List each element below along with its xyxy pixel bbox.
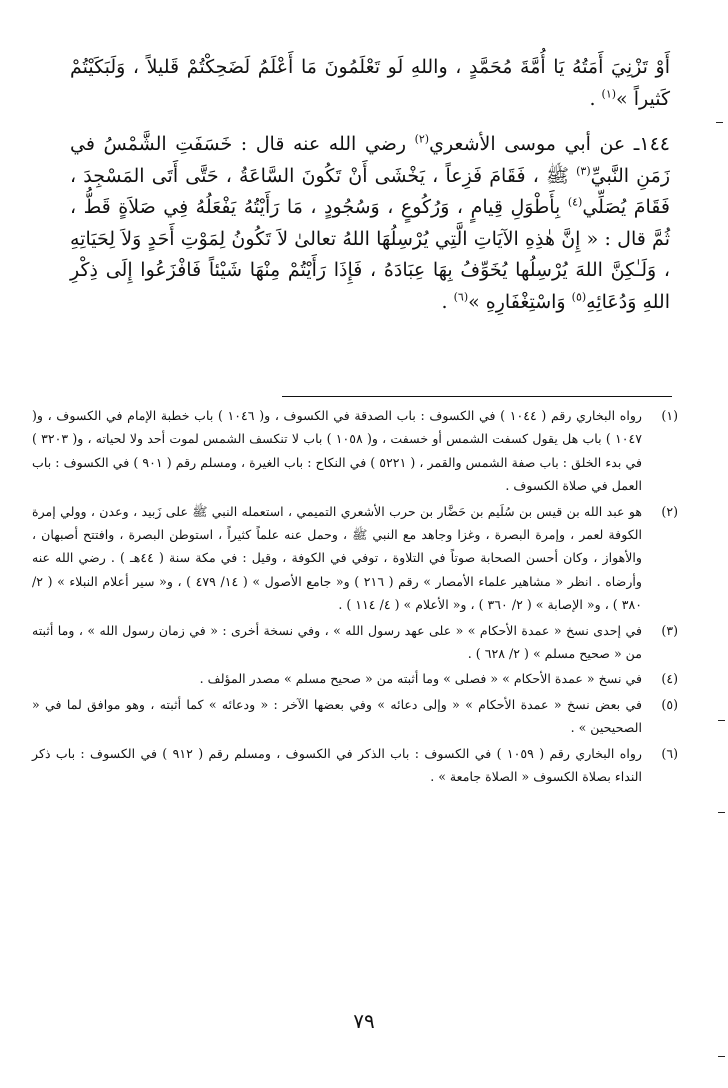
footnote-2: [32, 500, 678, 617]
footnote-ref-4[interactable]: (٤): [567, 195, 583, 209]
scan-edge-mark: [716, 122, 723, 123]
footnote-number: (٦): [661, 745, 678, 761]
footnote-ref-6[interactable]: (٦): [453, 290, 469, 304]
footnote-text: رواه البخاري رقم ( ١٠٤٤ ) في الكسوف : باب الصدقة في الكسوف ، و( ١٠٤٦ ) باب خطبة الإمام في الكسوف ، و( ١٠٤٧ ) باب هل يقول كسفت الشمس أو خسفت ، و( ١٠٥٨ ) باب لا تنكسف الشمس لموت أحد ولا لحياته ، و( ٣٢٠٣ ) في بدء الخلق : باب صفة الشمس والقمر ، ( ٥٢٢١ ) في النكاح : باب الغيرة ، ومسلم رقم ( ٩٠١ ) في الكسوف : باب العمل في صلاة الكسوف .: [32, 408, 643, 494]
footnote-ref-5[interactable]: (٥): [571, 290, 587, 304]
hadith-144: [70, 129, 670, 318]
footnote-number: (٣): [661, 622, 678, 638]
footnote-1: [32, 404, 678, 498]
footnote-ref-3[interactable]: (٣): [576, 164, 591, 178]
footnote-number: (١): [661, 408, 678, 423]
footnote-separator: [282, 396, 672, 397]
page-number: ٧٩: [353, 1009, 375, 1033]
footnote-6: [32, 742, 678, 789]
hadith-144-part-b: رضي الله عنه قال : خَسَفَتِ الشَّمْسُ في زَمَنِ النَّبيِّ: [70, 133, 670, 187]
footnote-3: [32, 619, 678, 666]
hadith-144-part-e: وَاسْتِغْفَارِهِ »: [468, 290, 572, 313]
period: .: [589, 87, 602, 110]
scan-edge-mark: [718, 1056, 725, 1057]
footnote-text: رواه البخاري رقم ( ١٠٥٩ ) في الكسوف : باب الذكر في الكسوف ، ومسلم رقم ( ٩١٢ ) في الكسوف : باب ذكر النداء بصلاة الكسوف « الصلاة جامعة » .: [32, 745, 642, 785]
footnote-4: [32, 667, 678, 690]
hadith-143-text: أَوْ تَزْنِيَ أَمَتُهُ يَا أُمَّةَ مُحَمَّدٍ ، واللهِ لَو تَعْلَمُونَ مَا أَعْلَمُ لَضَحِكْتُمْ قَليلاً ، وَلَبَكَيْتُمْ كَثيراً »: [70, 56, 670, 110]
scan-edge-mark: [718, 720, 725, 721]
footnote-ref-1[interactable]: (١): [601, 87, 617, 101]
hadith-144-part-d: بِأَطْوَلِ قِيامٍ ، وَرُكُوعٍ ، وَسُجُودٍ ، مَا رَأَيْتُهُ يَفْعَلُهُ فِي صَلاَةٍ قَطُّ ، ثُمَّ قال : « إِنَّ هٰذِهِ الآيَاتِ الَّتِي يُرْسِلُهَا اللهُ تعالىٰ لاَ تَكُونُ لِمَوْتِ أَحَدٍ وَلاَ لِحَيَاتِهِ ، وَلَـٰكِنَّ اللهَ يُرْسِلُها يُخَوِّفُ بِهَا عِبَادَهُ ، فَإِذَا رَأَيْتُمْ مِنْهَا شَيْئاً فَافْزَعُوا إِلَى ذِكْرِ اللهِ وَدُعَائِهِ: [70, 196, 670, 313]
footnote-5: [32, 693, 678, 740]
footnotes: [32, 404, 678, 791]
footnote-ref-2[interactable]: (٢): [414, 132, 430, 146]
footnote-text: في بعض نسخ « عمدة الأحكام » « وإلى دعائه » وفي بعضها الآخر : « ودعائه » كما أثبته ، وهو موافق لما في « الصحيحين » .: [32, 696, 642, 736]
hadith-144-part-a: ١٤٤ـ عن أبي موسى الأشعري: [429, 133, 670, 155]
footnote-number: (٢): [661, 503, 678, 519]
hadith-143-ending: [70, 52, 670, 115]
hadith-144-part-c: ﷺ ، فَقَامَ فَزِعاً ، يَخْشَى أَنْ تَكُونَ السَّاعَةُ ، حَتَّى أَتَى المَسْجِدَ ، فَقَامَ يُصَلِّي: [70, 164, 670, 218]
period: .: [441, 290, 454, 313]
footnote-text: في نسخ « عمدة الأحكام » « فصلى » وما أثبته من « صحيح مسلم » مصدر المؤلف .: [199, 671, 642, 687]
footnote-text: هو عبد الله بن قيس بن سُلَيم بن حَضَّار بن حرب الأشعري التميمي ، استعمله النبي ﷺ على زَبيد ، وعدن ، وولي إمرة الكوفة لعمر ، وإمرة البصرة ، وغزا وجاهد مع النبي ﷺ ، وحمل عنه علماً كثيراً ، استوطن البصرة ، وافتتح أصبهان ، والأهواز ، وكان أحسن الصحابة صوتاً في التلاوة ، توفي في الكوفة ، وقيل : في مكة سنة ( ٤٤هـ ) . رضي الله عنه وأرضاه . انظر « مشاهير علماء الأمصار » رقم ( ٢١٦ ) و« جامع الأصول » ( ١٤/ ٤٧٩ ) ، و« سير أعلام النبلاء » ( ٢/ ٣٨٠ ) ، و« الإصابة » ( ٢/ ٣٦٠ ) ، و« الأعلام » ( ٤/ ١١٤ ) .: [32, 503, 643, 613]
scan-edge-mark: [718, 812, 725, 813]
footnote-number: (٥): [661, 696, 678, 712]
footnote-text: في إحدى نسخ « عمدة الأحكام » « على عهد رسول الله » ، وفي نسخة أخرى : « في زمان رسول الله » ، وما أثبته من « صحيح مسلم » ( ٢/ ٦٢٨ ) .: [32, 622, 642, 662]
main-text: [70, 52, 670, 318]
footnote-number: (٤): [661, 671, 678, 687]
paragraph-gap: [70, 115, 670, 129]
